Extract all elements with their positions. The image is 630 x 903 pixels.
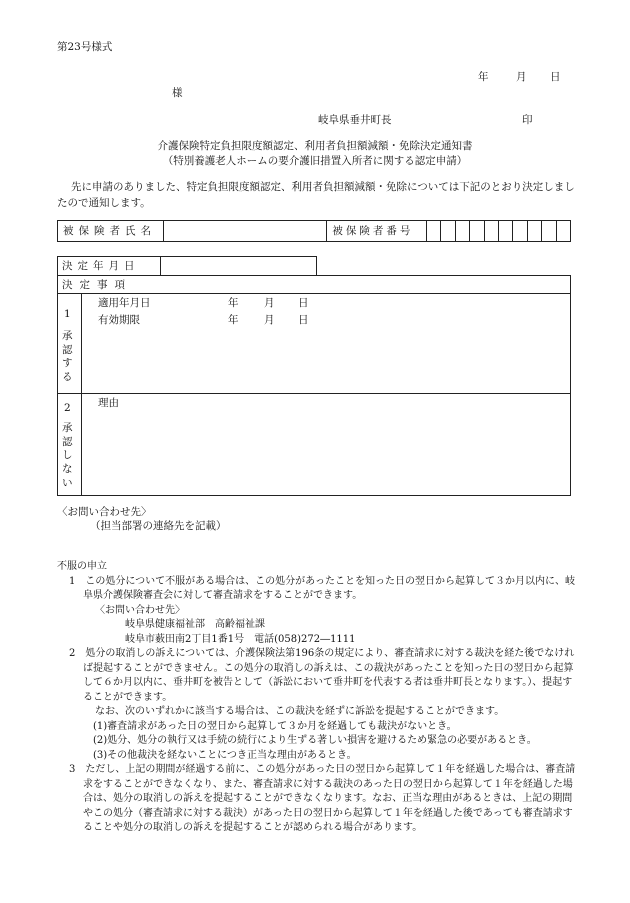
objection-item-1: (1)審査請求があった日の翌日から起算して３か月を経過しても裁決がないとき。 xyxy=(93,720,457,732)
insured-name-label: 被保険者氏名 xyxy=(58,221,164,242)
valid-until-day: 日 xyxy=(298,314,309,326)
insured-number-digit[interactable] xyxy=(470,221,484,242)
contact-note: （担当部署の連絡先を記載） xyxy=(90,520,227,532)
objection-paragraph-3: 3 ただし、上記の期間が経過する前に、この処分があった日の翌日から起算して１年を経過した場合は、審査請求をすることができなくなり、また、審査請求に対する裁決のあった日の翌日から起算して１年を経過した場合は、処分の取消しの訴えを提起することができなくなります。なお、正当な理由があるときは、上記の期間やこの処分（審査請求に対する裁決）があった日の翌日から起算して１年を経過した後であっても審査請求することや処分の取消しの訴えを提起することが認められる場合があります。 xyxy=(69,764,576,833)
date-year: 年 xyxy=(478,71,489,83)
start-date-year: 年 xyxy=(228,297,239,309)
insured-number-digit[interactable] xyxy=(499,221,513,242)
objection-item-2: (2)処分、処分の執行又は手続の続行により生ずる著しい損害を避けるため緊急の必要があるとき。 xyxy=(93,735,537,746)
document-title: 介護保険特定負担限度額認定、利用者負担額減額・免除決定通知書 xyxy=(157,140,473,152)
valid-until-year: 年 xyxy=(228,314,239,326)
decision-matter-label: 決定事項 xyxy=(62,279,132,291)
start-date-day: 日 xyxy=(298,297,309,309)
notice-date xyxy=(478,70,561,84)
insured-table xyxy=(57,220,571,242)
objection-paragraph-2: 2 処分の取消しの訴えについては、介護保険法第196条の規定により、審査請求に対する裁決を経た後でなければ提起することができません。この処分の取消しの訴えは、この裁決があったことを知った日の翌日から起算して６か月以内に、垂井町を被告として（訴訟において垂井町を代表する者は垂井町長となります。）、提起することができます。 xyxy=(69,648,575,703)
approve-number: 1 xyxy=(64,308,71,320)
insured-number-digit[interactable] xyxy=(513,221,527,242)
insured-number-digit[interactable] xyxy=(455,221,469,242)
approve-label: 承認する xyxy=(62,330,73,383)
date-day: 日 xyxy=(550,71,561,83)
decision-date-field[interactable] xyxy=(161,257,315,274)
seal-mark: 印 xyxy=(522,114,533,126)
valid-until-month: 月 xyxy=(264,314,275,326)
reject-number: 2 xyxy=(64,402,71,414)
objection-paragraph-1: 1 この処分について不服がある場合は、この処分があったことを知った日の翌日から起算して３か月以内に、岐阜県介護保険審査会に対して審査請求をすることができます。 xyxy=(69,575,576,601)
insured-number-digit[interactable] xyxy=(527,221,541,242)
date-month: 月 xyxy=(516,71,527,83)
insured-number-digit[interactable] xyxy=(441,221,455,242)
objection-heading: 不服の申立 xyxy=(57,561,107,572)
form-number: 第23号様式 xyxy=(57,41,113,53)
reason-label: 理由 xyxy=(98,397,119,409)
contact-heading: 〈お問い合わせ先〉 xyxy=(57,506,152,518)
document-subtitle: （特別養護老人ホームの要介護旧措置入所者に関する認定申請） xyxy=(162,155,468,167)
intro-text: 先に申請のありました、特定負担限度額認定、利用者負担額減額・免除については下記のとおり決定しましたので通知します。 xyxy=(57,181,575,209)
start-date-label: 適用年月日 xyxy=(98,297,151,309)
addressee-suffix: 様 xyxy=(172,87,183,99)
objection-contact-address: 岐阜市薮田南2丁目1番1号 電話(058)272―1111 xyxy=(125,633,356,645)
start-date-month: 月 xyxy=(264,297,275,309)
objection-contact-heading: 〈お問い合わせ先〉 xyxy=(95,604,185,616)
reject-label: 承認しない xyxy=(62,422,73,489)
sender-name: 岐阜県垂井町長 xyxy=(318,114,392,126)
insured-name-field[interactable] xyxy=(163,221,326,242)
insured-number-label: 被保険者番号 xyxy=(327,221,427,242)
insured-number-digit[interactable] xyxy=(542,221,556,242)
objection-item-3: (3)その他裁決を経ないことにつき正当な理由があるとき。 xyxy=(93,749,357,761)
insured-number-digit[interactable] xyxy=(427,221,441,242)
decision-date-label: 決定年月日 xyxy=(62,260,140,272)
insured-number-digit[interactable] xyxy=(484,221,498,242)
objection-paragraph-2b: なお、次のいずれかに該当する場合は、この裁決を経ずに訴訟を提起することができます。 xyxy=(95,706,505,717)
objection-section xyxy=(57,560,577,836)
valid-until-label: 有効期限 xyxy=(98,314,140,326)
objection-contact-dept: 岐阜県健康福祉部 高齢福祉課 xyxy=(125,619,265,630)
insured-number-digit[interactable] xyxy=(556,221,570,242)
